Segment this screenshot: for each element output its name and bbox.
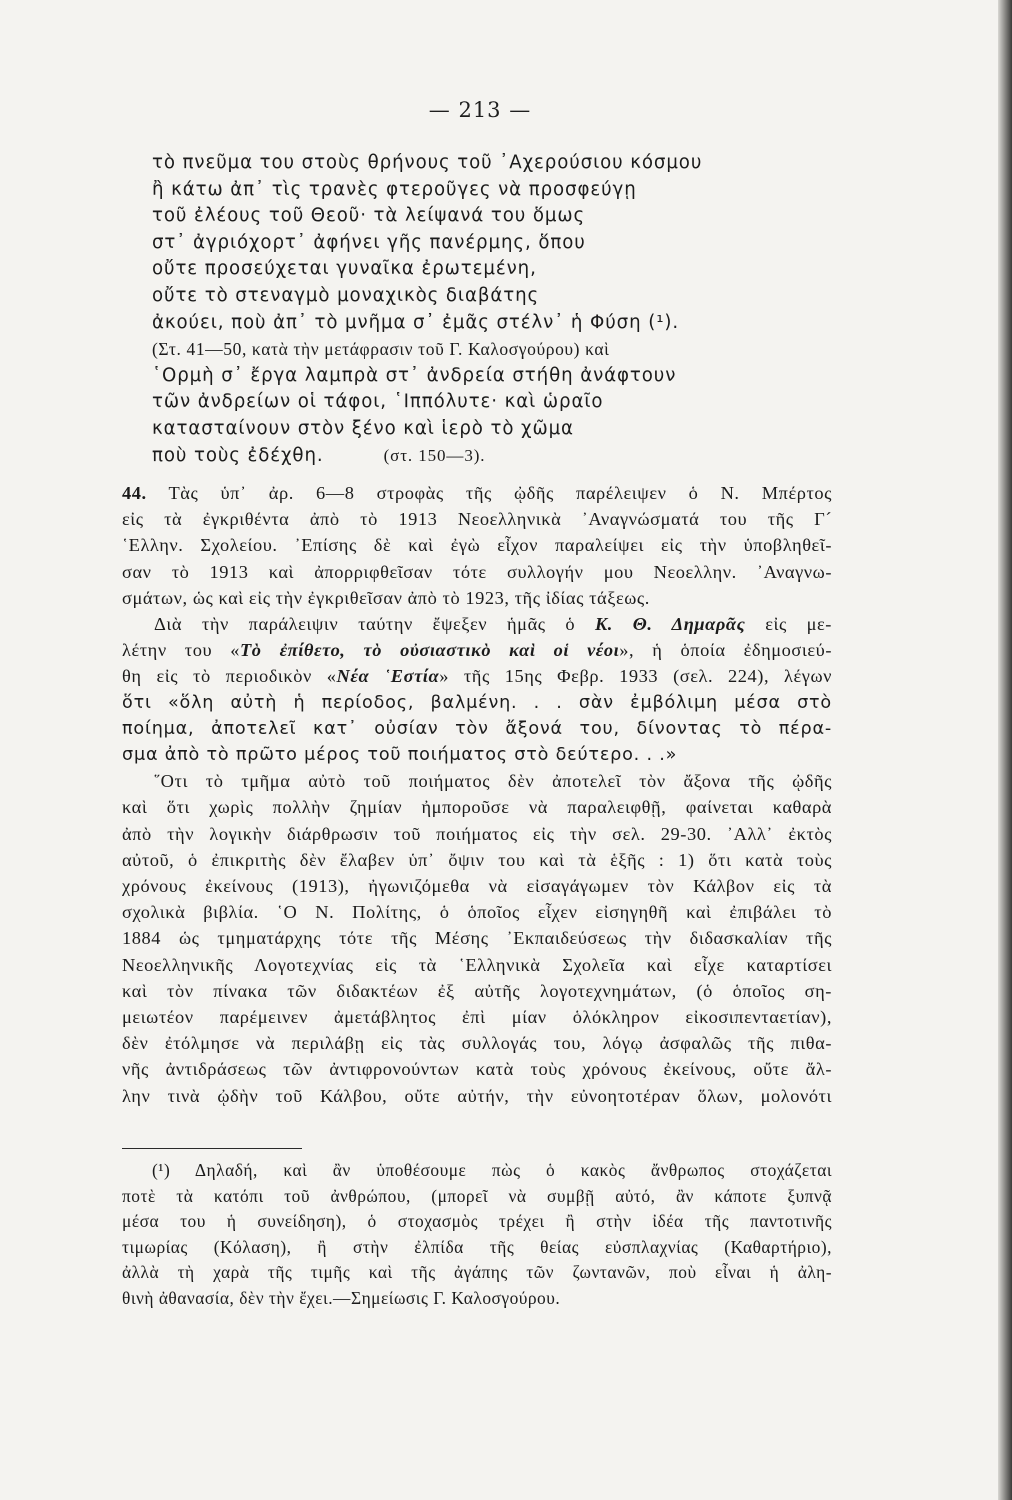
poem-line: οὔτε τὸ στεναγμὸ μοναχικὸς διαβάτης [152,284,540,306]
reply-line: Νεοελληνικῆς Λογοτεχνίας εἰς τὰ ῾Ελληνικὰ Σχολεῖα καὶ εἶχε καταρτίσει [122,954,832,975]
poem-line: τοῦ ἐλέους τοῦ Θεοῦ· τὰ λείψανά του ὅμως [152,205,586,227]
footnote [122,1158,832,1312]
article-title: Τὸ ἐπίθετο, τὸ οὐσιαστικὸ καὶ οἱ νέοι [239,640,620,661]
footnote-line: τιμωρίας (Κόλαση), ἢ στὴν ἐλπίδα τῆς θείας εὐσπλαχνίας (Καθαρτήριο), [122,1236,832,1257]
paragraph-44-line: σμάτων, ὡς καὶ εἰς τὴν ἐγκριθεῖσαν ἀπὸ τὸ 1923, τῆς ἰδίας τάξεως. [122,587,650,608]
scan-edge [998,0,1012,1500]
verse-reference: (στ. 150—3). [383,445,486,465]
footnote-line: ποτὲ τὰ κατόπι τοῦ ἀνθρώπου, (μπορεῖ νὰ συμβῇ αὐτό, ἂν κάποτε ξυπνᾷ [122,1185,832,1206]
dimaras-line [122,611,832,637]
note-number: 44. [122,483,147,503]
poem-line: στ᾿ ἀγριόχορτ᾿ ἀφήνει γῆς πανέρμης, ὅπου [152,231,586,253]
poem-line: οὔτε προσεύχεται γυναῖκα ἐρωτεμένη, [152,258,537,280]
text-span: » τῆς 15ης Φεβρ. 1933 (σελ. 224), λέγων [439,666,832,687]
page-number: — 213 — [428,98,532,122]
reply-line: αὐτοῦ, ὁ ἐπικριτὴς δὲν ἔλαβεν ὑπ᾿ ὄψιν του καὶ τὰ ἑξῆς : 1) ὅτι κατὰ τοὺς [122,849,832,870]
text-span: Τὰς ὑπ᾿ ἀρ. 6—8 στροφὰς τῆς ᾠδῆς παρέλειψεν ὁ Ν. Μπέρτος [146,483,832,503]
dimaras-line [122,637,832,663]
poem-line: τῶν ἀνδρείων οἱ τάφοι, ῾Ιππόλυτε· καὶ ὡραῖο [152,391,604,413]
footnote-line: μέσα του ἡ συνείδηση), ὁ στοχασμὸς τρέχει ἢ στὴν ἰδέα τῆς παντοτινῆς [122,1211,832,1232]
reply-line: λην τινὰ ᾠδὴν τοῦ Κάλβου, οὔτε αὐτήν, τὴν εὐνοητοτέραν ὅλων, μολονότι [122,1085,832,1106]
footnote-separator [122,1148,302,1149]
reply-line: καὶ ὅτι χωρὶς πολλὴν ζημίαν ἠμποροῦσε νὰ παραλειφθῇ, φαίνεται καθαρὰ [122,797,832,818]
poem-line: τὸ πνεῦμα του στοὺς θρήνους τοῦ ᾿Αχερούσιου κόσμου [152,152,703,173]
dimaras-line [122,663,832,689]
commentary-body [122,480,832,1109]
paragraph-44-line: ῾Ελλην. Σχολείου. ᾿Επίσης δὲ καὶ ἐγὼ εἶχον παραλείψει εἰς τὴν ὑποβληθεῖ- [122,535,832,556]
text-span: », ἡ ὁποία ἐδημοσιεύ- [619,640,832,661]
poem-line-text: ποὺ τοὺς ἐδέχθη. [152,444,324,466]
poem-translation-note: (Στ. 41—50, κατὰ τὴν μετάφρασιν τοῦ Γ. Καλοσγούρου) καὶ [152,339,610,360]
paragraph-44-line [122,480,832,506]
reply-line: νῆς ἀντιδράσεως τῶν ἀντιφρονούντων κατὰ τοὺς χρόνους ἐκείνους, οὔτε ἄλ- [122,1059,832,1080]
paragraph-44-line: σαν τὸ 1913 καὶ ἀπορριφθεῖσαν τότε συλλογήν μου Νεοελλην. ᾿Αναγνω- [122,561,832,582]
author-name: Κ. Θ. Δημαρᾶς [594,614,746,635]
poem-line: κατασταίνουν στὸν ξένο καὶ ἱερὸ τὸ χῶμα [152,417,574,439]
quote-line: ὅτι «ὅλη αὐτὴ ἡ περίοδος, βαλμένη. . . σὰν ἐμβόλιμη μέσα στὸ [122,692,832,713]
poem-line-last [152,443,792,470]
paragraph-44-line: εἰς τὰ ἐγκριθέντα ἀπὸ τὸ 1913 Νεοελληνικὰ ᾿Αναγνώσματά του τῆς Γ´ [122,509,832,530]
poem-quotation [152,150,792,469]
text-span: Διὰ τὴν παράλειψιν ταύτην ἔψεξεν ἡμᾶς ὁ [154,614,595,635]
footnote-line: ἀλλὰ τὴ χαρὰ τῆς τιμῆς καὶ τῆς ἀγάπης τῶν ζωντανῶν, ποὺ εἶναι ἡ ἀλη- [122,1262,832,1283]
quote-line: σμα ἀπὸ τὸ πρῶτο μέρος τοῦ ποιήματος στὸ δεύτερο. . .» [122,745,678,766]
poem-line: ῾Ορμὴ σ᾿ ἔργα λαμπρὰ στ᾿ ἀνδρεία στήθη ἀνάφτουν [152,364,677,386]
text-span: θη εἰς τὸ περιοδικὸν « [122,666,337,687]
reply-line: χρόνους ἐκείνους (1913), ἠγωνιζόμεθα νὰ εἰσαγάγωμεν τὸν Κάλβον εἰς τὰ [122,876,832,897]
poem-line: ἢ κάτω ἀπ᾿ τὶς τρανὲς φτεροῦγες νὰ προσφεύγῃ [152,178,637,200]
quote-line: ποίημα, ἀποτελεῖ κατ᾿ οὐσίαν τὸν ἄξονά του, δίνοντας τὸ πέρα- [122,718,832,739]
journal-title: Νέα ῾Εστία [336,666,440,687]
text-span: εἰς με- [745,614,832,635]
reply-line: μειωτέον παρέμεινεν ἀμετάβλητος ἐπὶ μίαν ὁλόκληρον εἰκοσιπενταετίαν), [122,1007,832,1028]
reply-line: ἀπὸ τὴν λογικὴν διάρθρωσιν τοῦ ποιήματος εἰς τὴν σελ. 29-30. ᾿Αλλ᾿ ἐκτὸς [122,823,832,844]
footnote-line: (¹) Δηλαδή, καὶ ἂν ὑποθέσουμε πὼς ὁ κακὸς ἄνθρωπος στοχάζεται [152,1160,832,1180]
reply-line: δὲν ἐτόλμησε νὰ περιλάβῃ εἰς τὰς συλλογάς του, λόγῳ ἀσφαλῶς τῆς πιθα- [122,1033,832,1054]
reply-line: καὶ τὸν πίνακα τῶν διδακτέων ἐξ αὐτῆς λογοτεχνημάτων, (ὁ ὁποῖος ση- [122,980,832,1001]
text-span: λέτην του « [122,640,240,661]
footnote-line: θινὴ ἀθανασία, δὲν τὴν ἔχει.—Σημείωσις Γ. Καλοσγούρου. [122,1287,561,1308]
reply-line: 1884 ὡς τμηματάρχης τότε τῆς Μέσης ᾿Εκπαιδεύσεως τὴν διδασκαλίαν τῆς [122,928,832,949]
reply-line: σχολικὰ βιβλία. ῾Ο Ν. Πολίτης, ὁ ὁποῖος εἶχεν εἰσηγηθῆ καὶ ἐπιβάλει τὸ [122,902,832,923]
reply-line: ῞Οτι τὸ τμῆμα αὐτὸ τοῦ ποιήματος δὲν ἀποτελεῖ τὸν ἄξονα τῆς ᾠδῆς [154,771,832,792]
poem-line: ἀκούει, ποὺ ἀπ᾿ τὸ μνῆμα σ᾿ ἐμᾶς στέλν᾿ ἡ Φύση (¹). [152,311,680,333]
